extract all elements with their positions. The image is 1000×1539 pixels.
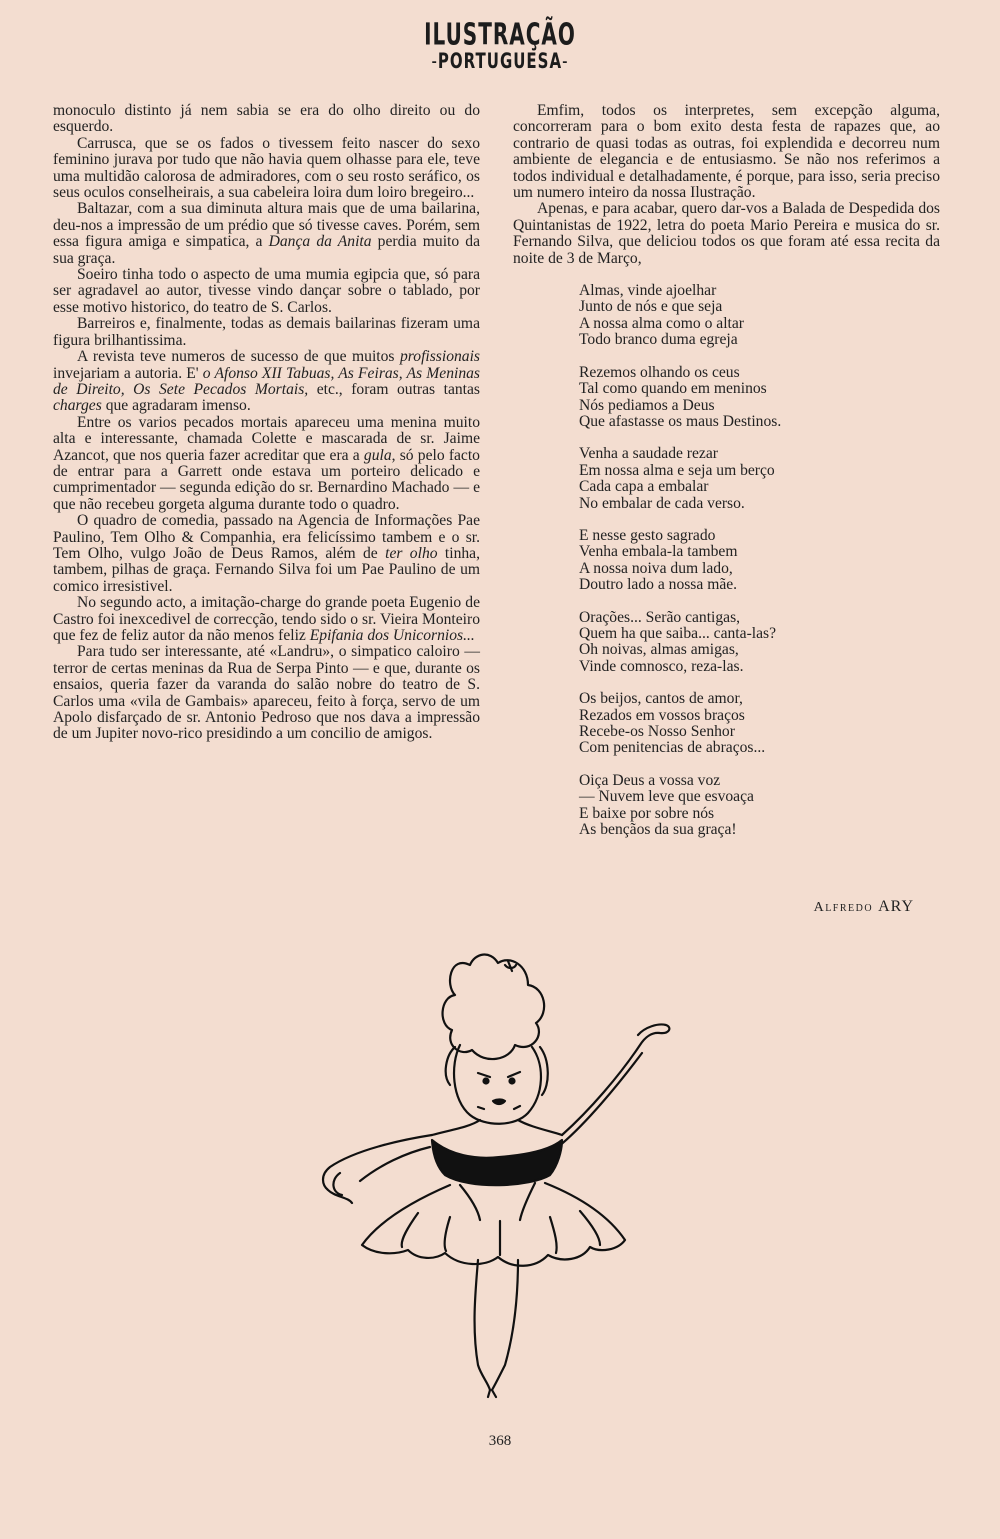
poem-verse: As bençãos da sua graça! [579, 821, 737, 839]
text-run: perdia muito da sua graça. [53, 233, 481, 267]
text-run: A revista teve numeros de sucesso de que muitos [77, 348, 400, 366]
masthead-line-2: -PORTUGUESA- [431, 48, 569, 74]
poem-verse: Cada capa a embalar [579, 478, 709, 496]
right-paragraphs [513, 103, 940, 267]
poem-stanza [579, 691, 940, 757]
paragraph [513, 103, 940, 201]
poem-verse: Oh noivas, almas amigas, [579, 641, 739, 659]
poem-verse: Os beijos, cantos de amor, [579, 690, 743, 708]
dancer-illustration [300, 935, 680, 1400]
poem-verse: Quem ha que saiba... canta-las? [579, 624, 777, 642]
text-run: tinha, tambem, pilhas de graça. Fernando Silva foi um Pae Paulino de um comico irresistivel. [53, 544, 481, 595]
poem-verse: Venha embala-la tambem [579, 543, 738, 561]
paragraph [513, 201, 940, 267]
text-run: Emfim, todos os interpretes, sem excepção alguma, concorreram para o bom exito desta festa de rapazes que, ao contrario de quasi todas as outras, foi explendida e decorreu num ambiente de elegancia e de entusiasmo. Se não nos referimos a todos individual e detalhadamente, é porque, para isso, seria preciso um numero inteiro da nossa Ilustração. [513, 102, 940, 202]
text-run: Apenas, e para acabar, quero dar-vos a Balada de Despedida dos Quintanistas de 1922, letra do poeta Mario Pereira e musica do sr. Fernando Silva, que deliciou todos os que foram até essa recita da noite de 3 de Março, [513, 200, 940, 267]
paragraph [53, 415, 480, 513]
masthead-line-2-text: PORTUGUESA [437, 48, 563, 74]
poem-stanza [579, 528, 940, 594]
poem-verse: Rezemos olhando os ceus [579, 363, 740, 381]
text-run: , só pelo facto de entrar para a Garrett onde estava um porteiro delicado e cumprimentador — segunda edição do sr. Bernardino Machado — e que não recebeu gorgeta alguma durante todo o quadro. [53, 446, 480, 513]
paragraph [53, 644, 480, 742]
text-run: Soeiro tinha todo o aspecto de uma mumia egipcia que, só para ser agradavel ao autor, tivesse vindo dançar sobre o tablado, por esse motivo historico, do teatro de S. Carlos. [53, 266, 480, 316]
poem-stanza [579, 283, 940, 349]
masthead-logo [420, 18, 580, 78]
italic-text: charges [53, 397, 102, 415]
poem-verse: Almas, vinde ajoelhar [579, 282, 717, 300]
poem [579, 283, 940, 838]
poem-verse: A nossa noiva dum lado, [579, 559, 733, 577]
poem-verse: Junto de nós e que seja [579, 298, 723, 316]
right-text-column [513, 103, 940, 854]
text-run: O quadro de comedia, passado na Agencia de Informações Pae Paulino, Tem Olho & Companhia, era felicíssimo tambem e o sr. Tem Olho, vulgo João de Deus Ramos, além de [53, 512, 480, 562]
italic-text: ter olho [385, 544, 438, 562]
author-first-name: Alfredo [813, 900, 874, 915]
paragraph [53, 136, 480, 202]
italic-text: gula [363, 446, 392, 464]
italic-text: Epifania dos Unicornios... [309, 627, 475, 644]
text-run: invejariam a autoria. E' [53, 364, 203, 382]
poem-verse: Em nossa alma e seja um berço [579, 461, 775, 479]
text-run: Entre os varios pecados mortais apareceu uma menina muito alta e interessante, chamada Colette e mascarada de sr. Jaime Azancot, que nos queria fazer acreditar que era a [53, 413, 480, 464]
paragraph [53, 349, 480, 415]
paragraph [53, 316, 480, 349]
masthead-line-1: ILUSTRAÇÃO [424, 16, 576, 52]
text-run: Carrusca, que se os fados o tivessem feito nascer do sexo feminino jurava por tudo que não havia quem olhasse para ele, teve uma multidão calorosa de admiradores, com o seu rosto seráfico, os seus oculos conselheirais, a sua cabeleira loira dum loiro bregeiro... [53, 134, 480, 202]
text-run: Baltazar, com a sua diminuta altura mais que de uma bailarina, deu-nos a impressão de um prédio que só tivesse caves. Porém, sem essa figura amiga e simpatica, a [53, 200, 480, 251]
poem-verse: Todo branco duma egreja [579, 331, 738, 349]
poem-verse: E nesse gesto sagrado [579, 526, 716, 544]
poem-verse: Doutro lado a nossa mãe. [579, 576, 738, 594]
poem-verse: A nossa alma como o altar [579, 314, 744, 332]
text-run: etc., foram outras tantas [308, 380, 480, 398]
poem-stanza [579, 365, 940, 431]
poem-verse: — Nuvem leve que esvoaça [579, 788, 754, 806]
poem-stanza [579, 446, 940, 512]
paragraph [53, 201, 480, 267]
page-number: 368 [488, 1433, 512, 1449]
poem-verse: Nós pediamos a Deus [579, 396, 715, 414]
poem-stanza [579, 610, 940, 676]
paragraph [53, 595, 480, 644]
italic-text: Dança da Anita [268, 233, 372, 251]
poem-verse: Tal como quando em meninos [579, 380, 767, 398]
poem-verse: Orações... Serão cantigas, [579, 608, 741, 626]
text-run: Para tudo ser interessante, até «Landru», o simpatico caloiro — terror de certas meninas da Rua de Serpa Pinto — e que, durante os ensaios, queria fazer da varanda do salão nobre do teatro de S. Carlos uma «vila de Gambais» apareceu, feito à força, servo de um Apolo disfarçado de sr. Antonio Pedroso que nos dava a impressão de um Jupiter novo-rico presidindo a um concilio de amigos. [53, 643, 480, 743]
italic-text: profissionais [399, 348, 480, 366]
author-signature [814, 898, 914, 916]
text-run: monoculo distinto já nem sabia se era do olho direito ou do esquerdo. [53, 102, 480, 136]
italic-text: o Afonso XII Tabuas, As Feiras, As Meninas de Direito, Os Sete Pecados Mortais, [53, 364, 480, 398]
author-last-name: ARY [878, 898, 914, 915]
left-text-column [53, 103, 480, 743]
poem-verse: Com penitencias de abraços... [579, 739, 766, 757]
poem-verse: E baixe por sobre nós [579, 804, 715, 822]
poem-stanza [579, 773, 940, 839]
poem-verse: Oiça Deus a vossa voz [579, 771, 721, 789]
text-run: No segundo acto, a imitação-charge do grande poeta Eugenio de Castro foi inexcedivel de correcção, tendo sido o sr. Vieira Monteiro que fez de feliz autor da não menos feliz [53, 594, 480, 644]
poem-verse: Vinde comnosco, reza-las. [579, 657, 744, 675]
poem-verse: Venha a saudade rezar [579, 445, 718, 463]
poem-verse: Rezados em vossos braços [579, 706, 745, 724]
poem-verse: No embalar de cada verso. [579, 494, 745, 512]
poem-verse: Recebe-os Nosso Senhor [579, 723, 735, 740]
text-run: Barreiros e, finalmente, todas as demais bailarinas fizeram uma figura brilhantissima. [53, 315, 480, 349]
paragraph [53, 103, 480, 136]
paragraph [53, 267, 480, 316]
text-run: que agradaram imenso. [101, 397, 251, 415]
paragraph [53, 513, 480, 595]
poem-verse: Que afastasse os maus Destinos. [579, 412, 782, 430]
